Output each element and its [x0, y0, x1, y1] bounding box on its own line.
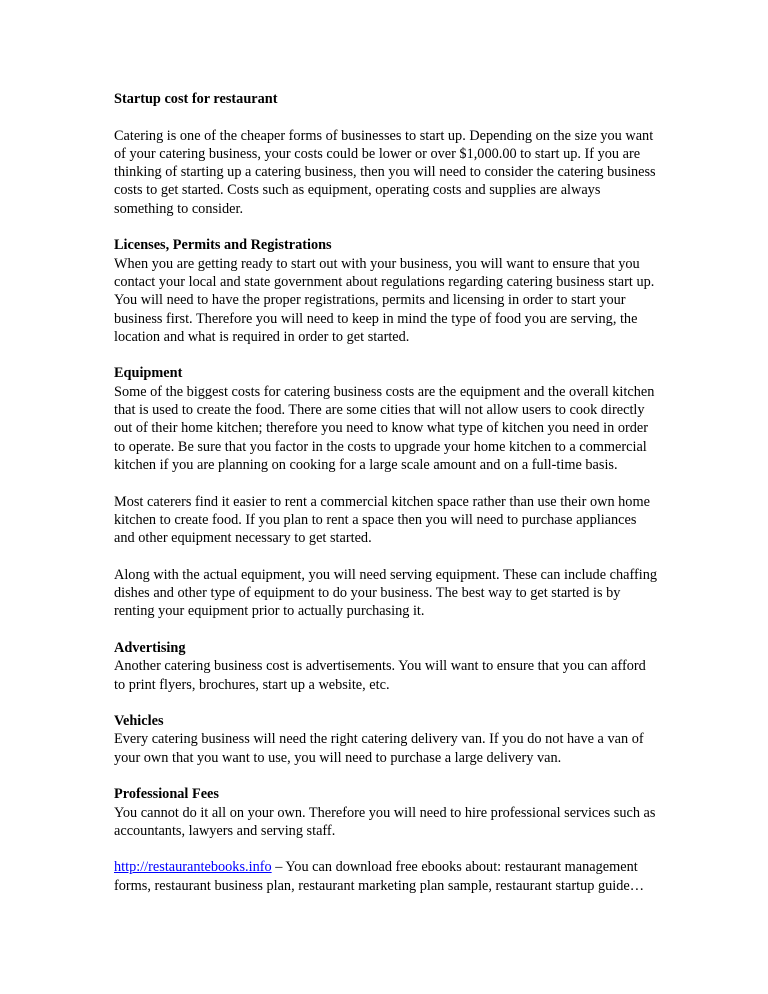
professional-fees-body: You cannot do it all on your own. Therefore you will need to hire professional services such as accountants, lawyers and serving staff. [114, 804, 656, 839]
professional-fees-heading: Professional Fees [114, 786, 219, 803]
advertising-heading: Advertising [114, 639, 186, 656]
licenses-body: When you are getting ready to start out with your business, you will want to ensure that you contact your local and state government about regulations regarding catering business start up. You will need to have the proper registrations, permits and licensing in order to start your business first. Therefore you will need to keep in mind the type of food you are serving, the location and what is required in order to get started. [114, 255, 655, 345]
vehicles-body: Every catering business will need the right catering delivery van. If you do not have a van of your own that you want to use, you will need to purchase a large delivery van. [114, 731, 644, 766]
vehicles-heading: Vehicles [114, 713, 164, 730]
equipment-paragraph-3: Along with the actual equipment, you will need serving equipment. These can include chaffing dishes and other type of equipment to do your business. The best way to get started is by renting your equipment prior to actually purchasing it. [114, 566, 658, 620]
footer-paragraph [114, 858, 659, 895]
equipment-paragraph-2: Most caterers find it easier to rent a commercial kitchen space rather than use their own home kitchen to create food. If you plan to rent a space then you will need to purchase appliances and other equipment necessary to get started. [114, 493, 650, 547]
section-licenses [114, 236, 659, 346]
equipment-body: Some of the biggest costs for catering business costs are the equipment and the overall kitchen that is used to create the food. There are some cities that will not allow users to cook directly out of their home kitchen; therefore you need to know what type of kitchen you need in order to operate. Be sure that you factor in the costs to upgrade your home kitchen to a commercial kitchen if you are planning on cooking for a large scale amount and on a full-time basis. [114, 383, 655, 473]
restaurantebooks-link[interactable]: http://restaurantebooks.info [114, 859, 272, 876]
intro-paragraph: Catering is one of the cheaper forms of businesses to start up. Depending on the size you want of your catering business, your costs could be lower or over $1,000.00 to start up. If you are thinking of starting up a catering business, then you will need to consider the catering business costs to get started. Costs such as equipment, operating costs and supplies are always something to consider. [114, 127, 656, 217]
section-vehicles [114, 712, 659, 767]
licenses-heading: Licenses, Permits and Registrations [114, 237, 332, 254]
document-title: Startup cost for restaurant [114, 91, 278, 107]
section-professional-fees [114, 785, 659, 840]
document-page [114, 90, 659, 913]
advertising-body: Another catering business cost is advertisements. You will want to ensure that you can afford to print flyers, brochures, start up a website, etc. [114, 658, 646, 693]
footer-text: – You can download free ebooks about: restaurant management forms, restaurant business plan, restaurant marketing plan sample, restaurant startup guide… [114, 859, 645, 894]
equipment-heading: Equipment [114, 365, 183, 382]
section-advertising [114, 639, 659, 694]
section-equipment [114, 364, 659, 474]
